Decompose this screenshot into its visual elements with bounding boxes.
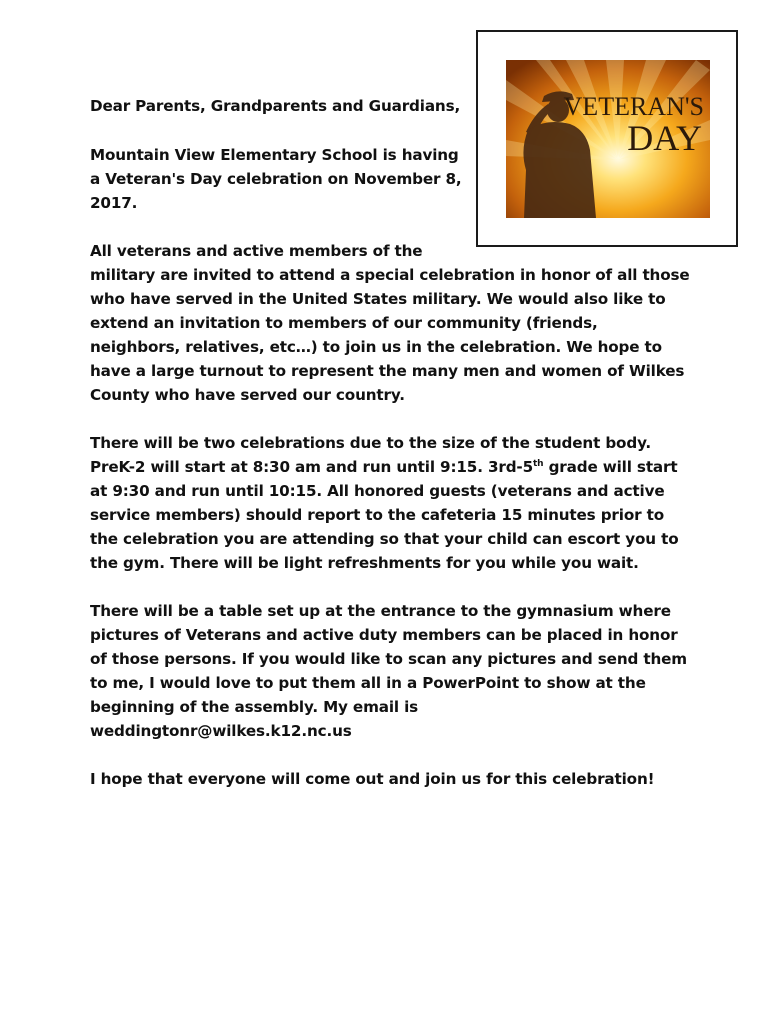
paragraph-2-line-4: extend an invitation to members of our community (friends, — [90, 314, 598, 332]
paragraph-2-line-7: County who have served our country. — [90, 386, 405, 404]
paragraph-4-line-5: beginning of the assembly. My email is — [90, 698, 419, 716]
paragraph-2-line-1: All veterans and active members of the — [90, 242, 423, 260]
paragraph-2-line-3: who have served in the United States military. We would also like to — [90, 290, 666, 308]
paragraph-4-line-2: pictures of Veterans and active duty members can be placed in honor — [90, 626, 678, 644]
paragraph-3-line-1: There will be two celebrations due to the size of the student body. — [90, 434, 652, 452]
paragraph-1-line-3: 2017. — [90, 194, 138, 212]
greeting: Dear Parents, Grandparents and Guardians, — [90, 97, 461, 115]
paragraph-2-line-5: neighbors, relatives, etc…) to join us in the celebration. We hope to — [90, 338, 662, 356]
paragraph-3-line-5: the celebration you are attending so that your child can escort you to — [90, 530, 679, 548]
paragraph-3-line-2-b: grade will start — [543, 458, 678, 476]
image-caption-line1: VETERAN'S — [563, 92, 704, 121]
paragraph-4-line-4: to me, I would love to put them all in a PowerPoint to show at the — [90, 674, 646, 692]
saluting-soldier-image — [506, 60, 710, 218]
paragraph-2-line-2: military are invited to attend a special celebration in honor of all those — [90, 266, 690, 284]
paragraph-1-line-2: a Veteran's Day celebration on November 8, — [90, 170, 462, 188]
veterans-day-image-frame — [476, 30, 738, 247]
closing-line: I hope that everyone will come out and join us for this celebration! — [90, 770, 655, 788]
paragraph-3-line-2 — [90, 455, 677, 479]
paragraph-3-line-2-a: PreK-2 will start at 8:30 am and run until 9:15. 3rd-5 — [90, 458, 534, 476]
paragraph-4-line-1: There will be a table set up at the entrance to the gymnasium where — [90, 602, 671, 620]
paragraph-2-line-6: have a large turnout to represent the many men and women of Wilkes — [90, 362, 685, 380]
paragraph-3-line-3: at 9:30 and run until 10:15. All honored guests (veterans and active — [90, 482, 665, 500]
veterans-day-image — [506, 60, 710, 218]
ordinal-superscript: th — [533, 459, 544, 469]
paragraph-4-line-3: of those persons. If you would like to scan any pictures and send them — [90, 650, 687, 668]
email-address: weddingtonr@wilkes.k12.nc.us — [90, 722, 352, 740]
paragraph-3-line-6: the gym. There will be light refreshments for you while you wait. — [90, 554, 639, 572]
paragraph-3-line-4: service members) should report to the cafeteria 15 minutes prior to — [90, 506, 664, 524]
paragraph-1-line-1: Mountain View Elementary School is having — [90, 146, 459, 164]
image-caption-line2: DAY — [627, 118, 702, 158]
